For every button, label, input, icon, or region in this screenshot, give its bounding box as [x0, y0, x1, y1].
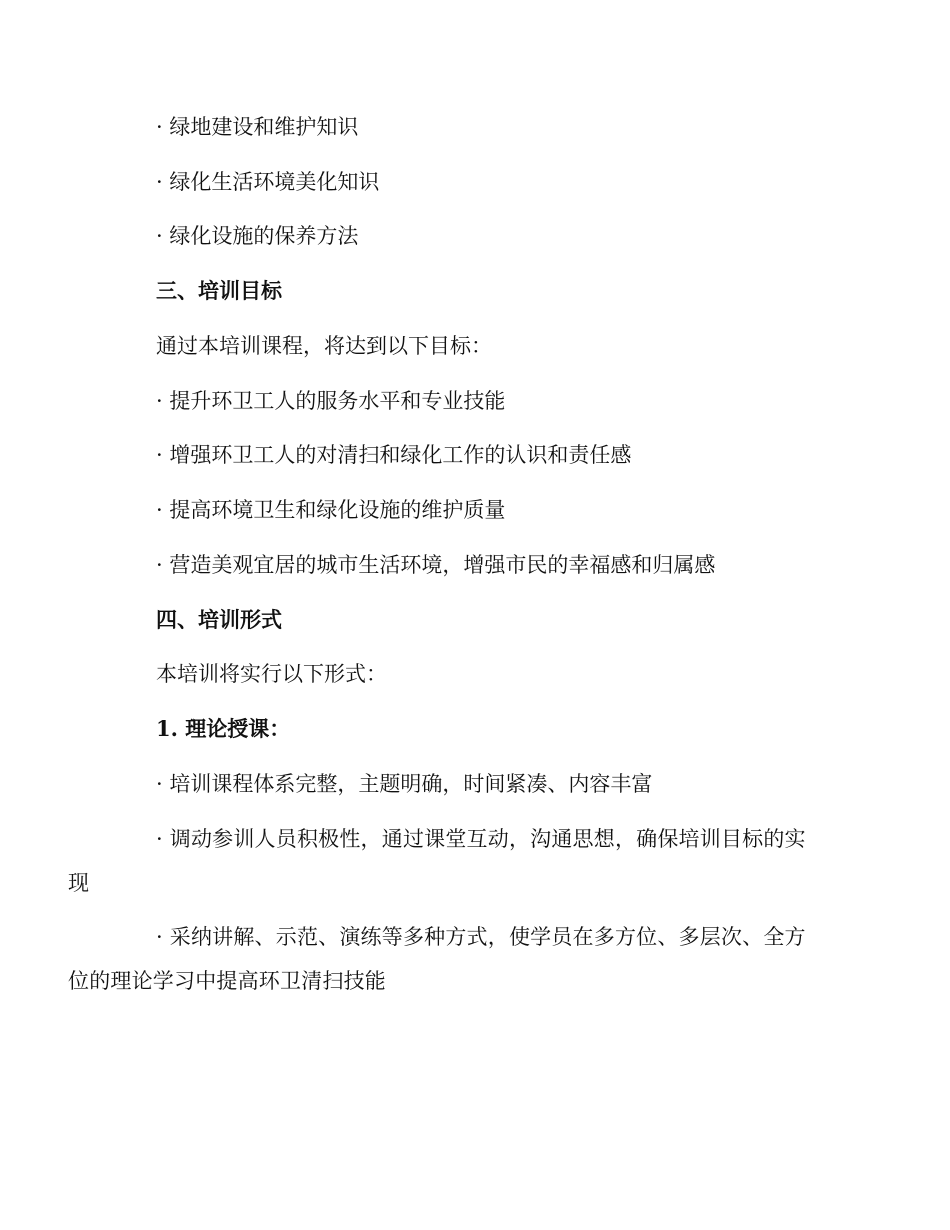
- format-intro-paragraph: 本培训将实行以下形式：: [156, 662, 387, 686]
- bullet-engagement-line1: · 调动参训人员积极性，通过课堂互动，沟通思想，确保培训目标的实: [156, 827, 806, 851]
- bullet-goal-service-level: · 提升环卫工人的服务水平和专业技能: [156, 389, 506, 413]
- bullet-engagement: [68, 817, 828, 905]
- bullet-green-space-knowledge: · 绿地建设和维护知识: [156, 115, 359, 139]
- bullet-engagement-line2: 现: [68, 871, 90, 895]
- section-heading-training-format: 四、培训形式: [156, 607, 282, 632]
- bullet-goal-living-environment: · 营造美观宜居的城市生活环境，增强市民的幸福感和归属感: [156, 553, 716, 577]
- subheading-theory-lecture: 1. 理论授课：: [156, 716, 291, 741]
- goals-intro-paragraph: 通过本培训课程，将达到以下目标：: [156, 334, 492, 358]
- bullet-teaching-methods: [68, 915, 828, 1003]
- bullet-goal-responsibility: · 增强环卫工人的对清扫和绿化工作的认识和责任感: [156, 443, 632, 467]
- bullet-teaching-methods-line1: · 采纳讲解、示范、演练等多种方式，使学员在多方位、多层次、全方: [156, 925, 806, 949]
- bullet-goal-maintenance-quality: · 提高环境卫生和绿化设施的维护质量: [156, 498, 506, 522]
- bullet-greening-beautify-knowledge: · 绿化生活环境美化知识: [156, 170, 380, 194]
- bullet-teaching-methods-line2: 位的理论学习中提高环卫清扫技能: [68, 969, 386, 993]
- section-heading-training-goals: 三、培训目标: [156, 278, 282, 303]
- bullet-course-system: · 培训课程体系完整，主题明确，时间紧凑、内容丰富: [156, 772, 653, 796]
- bullet-facility-maintenance: · 绿化设施的保养方法: [156, 224, 359, 248]
